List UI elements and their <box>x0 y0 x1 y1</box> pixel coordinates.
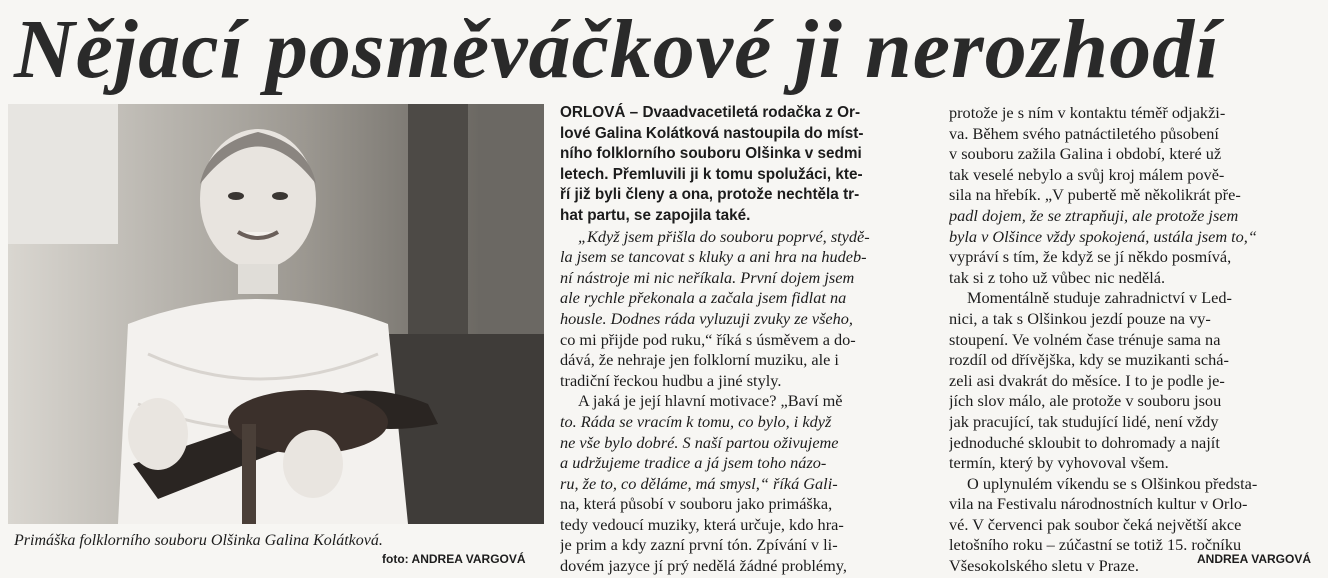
text-line: letech. Přemluvili ji k tomu spolužáci, kte- <box>560 165 863 183</box>
text-line: dává, že nehraje jen folklorní muziku, ale i <box>560 350 839 370</box>
text-line: vypráví s tím, že když se jí někdo posmívá, <box>949 247 1232 267</box>
text-line: vé. V červenci pak soubor čeká největší akce <box>949 514 1242 534</box>
text-line: tak si z toho už vůbec nic nedělá. <box>949 267 1166 287</box>
text-line: Všesokolského sletu v Praze. <box>949 556 1139 576</box>
text-line: O uplynulém víkendu se s Olšinkou předsta- <box>967 473 1258 493</box>
text-line: jednoduché skloubit to dohromady a najít <box>949 432 1220 452</box>
text-line: nici, a tak s Olšinkou jezdí pouze na vy- <box>949 308 1211 328</box>
text-line: je prim a kdy zazní první tón. Zpívání v li- <box>560 535 838 555</box>
article-column-2 <box>949 103 1319 577</box>
text-line: tradiční řeckou hudbu a jiné styly. <box>560 370 782 390</box>
text-line: ale rychle překonala a začala jsem fidlat na <box>560 288 847 308</box>
text-line: a udržujeme tradice a já jsem toho názo- <box>560 453 827 473</box>
byline: ANDREA VARGOVÁ <box>1197 552 1312 566</box>
text-line: Momentálně studuje zahradnictví v Led- <box>967 288 1232 308</box>
text-line: va. Během svého patnáctiletého působení <box>949 123 1219 143</box>
text-line: A jaká je její hlavní motivace? „Baví mě <box>578 391 843 411</box>
text-line: co mi přijde pod ruku,“ říká s úsměvem a do- <box>560 329 856 349</box>
text-line: ru, že to, co děláme, má smysl,“ říká Gali- <box>560 473 838 493</box>
text-line: stoupení. Ve volném čase trénuje sama na <box>949 329 1221 349</box>
text-line: vila na Festivalu národnostních kultur v Orlo- <box>949 494 1248 514</box>
text-line: protože je s ním v kontaktu téměř odjakži- <box>949 103 1226 122</box>
text-line: housle. Dodnes ráda vyluzuji zvuky ze všeho, <box>560 308 853 328</box>
text-line: ne vše bylo dobré. S naší partou oživujeme <box>560 432 839 452</box>
text-line: tak veselé nebylo a svůj kroj málem pově- <box>949 164 1225 184</box>
text-line: ří již byli členy a ona, protože nechtěla tr- <box>560 186 860 204</box>
article-photo <box>8 104 544 524</box>
photo-credit: foto: ANDREA VARGOVÁ <box>382 552 526 566</box>
headline: Nějací posměváčkové ji nerozhodí <box>14 3 1220 96</box>
text-line: la jsem se tancovat s kluky a ani hra na hudeb- <box>560 247 867 267</box>
text-line: letošního roku – zúčastní se totiž 15. ročníku <box>949 535 1242 555</box>
text-line: jích slov málo, ale protože v souboru jsou <box>949 391 1222 411</box>
text-line: jak pracující, tak studující lidé, není vždy <box>949 411 1219 431</box>
text-line: zeli asi dvakrát do měsíce. I to je podle je- <box>949 370 1225 390</box>
text-line: termín, který by vyhovoval všem. <box>949 453 1169 473</box>
text-line: „Když jsem přišla do souboru poprvé, stydě- <box>578 226 870 246</box>
text-line: padl dojem, že se ztrapňuji, ale protože jsem <box>949 205 1239 225</box>
text-line: rozdíl od dřívějška, kdy se muzikanti schá- <box>949 350 1229 370</box>
text-line: dovém jazyce jí prý nedělá žádné problémy, <box>560 556 847 576</box>
text-line: hat partu, se zapojila také. <box>560 206 751 224</box>
photo-illustration <box>8 104 544 524</box>
text-line: v souboru zažila Galina i období, které už <box>949 144 1222 164</box>
text-line: ního folklorního souboru Olšinka v sedmi <box>560 145 862 163</box>
photo-caption: Primáška folklorního souboru Olšinka Galina Kolátková. <box>14 532 383 549</box>
text-line: byla v Olšince vždy spokojená, ustála jsem to,“ <box>949 226 1257 246</box>
text-line: to. Ráda se vracím k tomu, co bylo, i když <box>560 411 832 431</box>
text-line: na, která působí v souboru jako primáška, <box>560 494 833 514</box>
article-column-1 <box>560 103 930 577</box>
text-line: tedy vedoucí muziky, která určuje, kdo hra- <box>560 514 844 534</box>
text-line: ní nástroje mi nic neříkala. První dojem jsem <box>560 267 855 287</box>
text-line: sila na hřebík. „V pubertě mě několikrát pře- <box>949 185 1241 205</box>
text-line: lové Galina Kolátková nastoupila do míst- <box>560 124 864 142</box>
text-line: ORLOVÁ – Dvaadvacetiletá rodačka z Or- <box>560 104 861 121</box>
